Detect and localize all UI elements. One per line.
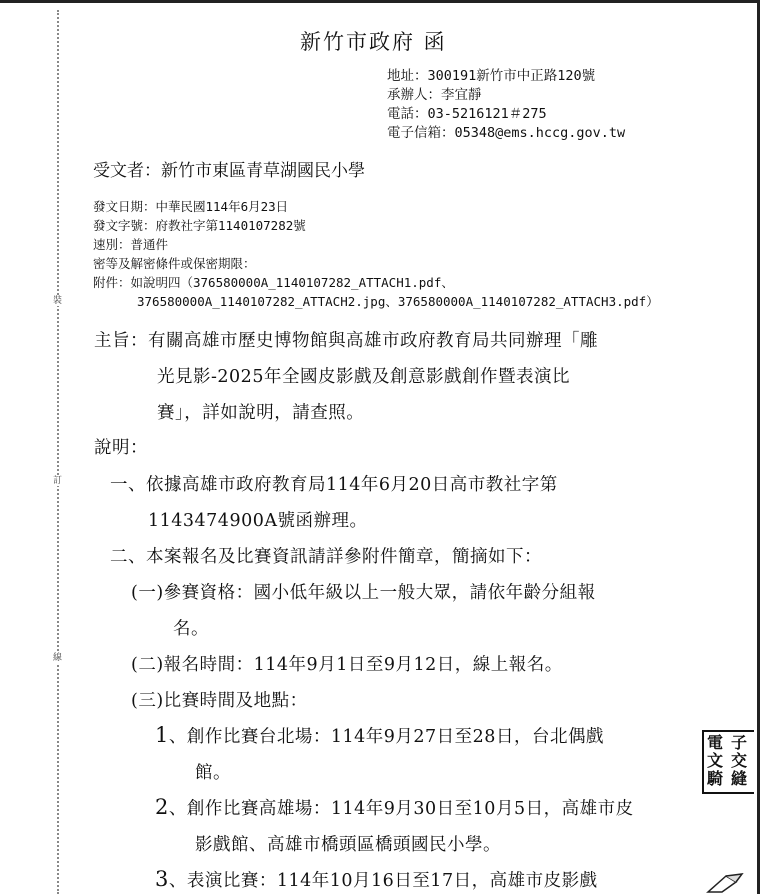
doc-title: 新竹市政府 函: [300, 30, 447, 54]
stamp-char: 縫: [731, 769, 748, 788]
item-2-1-line2: 名。: [173, 619, 209, 639]
item-2: 二、本案報名及比賽資訊請詳參附件簡章，簡摘如下：: [110, 547, 542, 567]
secrecy-level: 密等及解密條件或保密期限：: [93, 256, 256, 271]
subject-line2: 光見影-2025年全國皮影戲及創意影戲創作暨表演比: [157, 367, 570, 387]
attachments-line1: 附件：如說明四（376580000A_1140107282_ATTACH1.pdf、: [93, 275, 454, 290]
handler-name: 承辦人：李宜靜: [387, 87, 482, 103]
binding-line: [57, 10, 59, 894]
recipient: 受文者：新竹市東區青草湖國民小學: [93, 161, 365, 181]
item-2-1-line1: (一)參賽資格：國小低年級以上一般大眾，請依年齡分組報: [131, 583, 596, 603]
subject-line3: 賽」，詳如說明，請查照。: [157, 403, 365, 423]
sub-item-2-number: 2: [155, 795, 169, 819]
subject-line1: 主旨：有關高雄市歷史博物館與高雄市政府教育局共同辦理「雕: [94, 331, 598, 351]
sub-item-3-line1: [155, 867, 598, 892]
sub-item-3-text: 、表演比賽：114年10月16日至17日，高雄市皮影戲: [168, 871, 598, 891]
stamp-char: 子: [731, 733, 748, 752]
speed-class: 速別：普通件: [93, 237, 169, 252]
item-1-line2: 1143474900A號函辦理。: [148, 511, 368, 531]
item-1-line1: 一、依據高雄市政府教育局114年6月20日高市教社字第: [110, 475, 558, 495]
item-2-2: (二)報名時間：114年9月1日至9月12日，線上報名。: [131, 655, 563, 675]
doc-number: 發文字號：府教社字第1140107282號: [93, 218, 306, 233]
stamp-char: 文: [707, 751, 724, 770]
sub-item-2-text: 、創作比賽高雄場：114年9月30日至10月5日，高雄市皮: [168, 799, 634, 819]
issue-date: 發文日期：中華民國114年6月23日: [93, 199, 289, 214]
electronic-seam-stamp: [702, 730, 754, 794]
sub-item-3-number: 3: [155, 867, 169, 891]
binding-mark-xian: 線: [53, 653, 63, 663]
sub-item-1-number: 1: [155, 723, 169, 747]
sub-item-2-line2: 影戲館、高雄市橋頭區橋頭國民小學。: [195, 835, 501, 855]
binding-mark-zhuang: 裝: [53, 296, 63, 306]
sender-address: 地址：300191新竹市中正路120號: [387, 68, 596, 84]
sub-item-1-line2: 館。: [195, 763, 231, 783]
item-2-3: (三)比賽時間及地點：: [131, 691, 308, 711]
binding-mark-ding: 訂: [53, 476, 63, 486]
attachments-line2: 376580000A_1140107282_ATTACH2.jpg、376580000A_1140107282_ATTACH3.pdf）: [137, 294, 659, 309]
explain-label: 說明：: [94, 438, 148, 458]
contact-phone: 電話：03-5216121＃275: [387, 106, 547, 122]
sub-item-1-text: 、創作比賽台北場：114年9月27日至28日，台北偶戲: [168, 727, 604, 747]
sub-item-1-line1: [155, 723, 604, 748]
page-curl-icon: [706, 872, 746, 894]
stamp-char: 電: [707, 733, 724, 752]
contact-email: 電子信箱：05348@ems.hccg.gov.tw: [387, 125, 626, 141]
stamp-char: 交: [731, 751, 748, 770]
stamp-char: 騎: [707, 769, 724, 788]
sub-item-2-line1: [155, 795, 634, 820]
